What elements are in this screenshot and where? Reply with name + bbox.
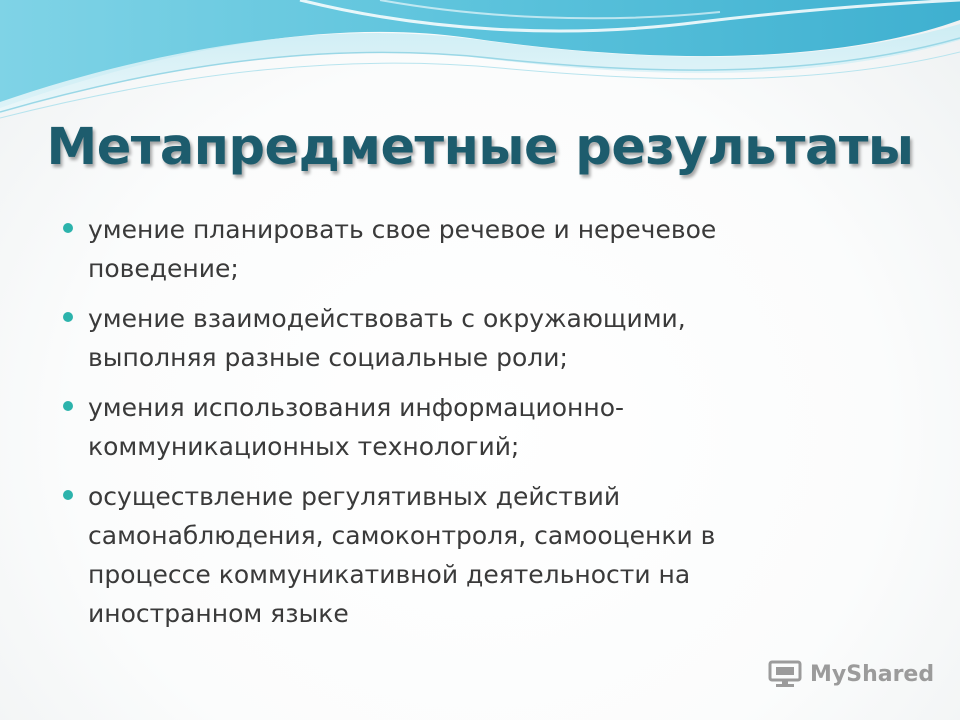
wave-decoration — [0, 0, 960, 120]
bullet-item — [60, 477, 820, 633]
bullet-item — [60, 210, 820, 288]
slide-title: Метапредметные результаты — [46, 118, 914, 177]
bullet-text: умение планировать свое речевое и неречевое поведение; — [88, 215, 717, 283]
bullet-dot-icon — [63, 401, 73, 411]
watermark-text: MyShared — [810, 661, 935, 687]
bullet-dot-icon — [63, 223, 73, 233]
bullet-text: осуществление регулятивных действий самонаблюдения, самоконтроля, самооценки в процессе коммуникативной деятельности на иностранном языке — [88, 482, 716, 628]
bullet-dot-icon — [63, 312, 73, 322]
myshared-logo-icon — [768, 659, 804, 689]
bullet-text: умение взаимодействовать с окружающими, выполняя разные социальные роли; — [88, 304, 686, 372]
bullet-list — [60, 210, 820, 644]
bullet-item — [60, 388, 820, 466]
bullet-item — [60, 299, 820, 377]
myshared-watermark[interactable] — [768, 658, 934, 690]
bullet-text: умения использования информационно-коммуникационных технологий; — [88, 393, 625, 461]
bullet-dot-icon — [63, 490, 73, 500]
